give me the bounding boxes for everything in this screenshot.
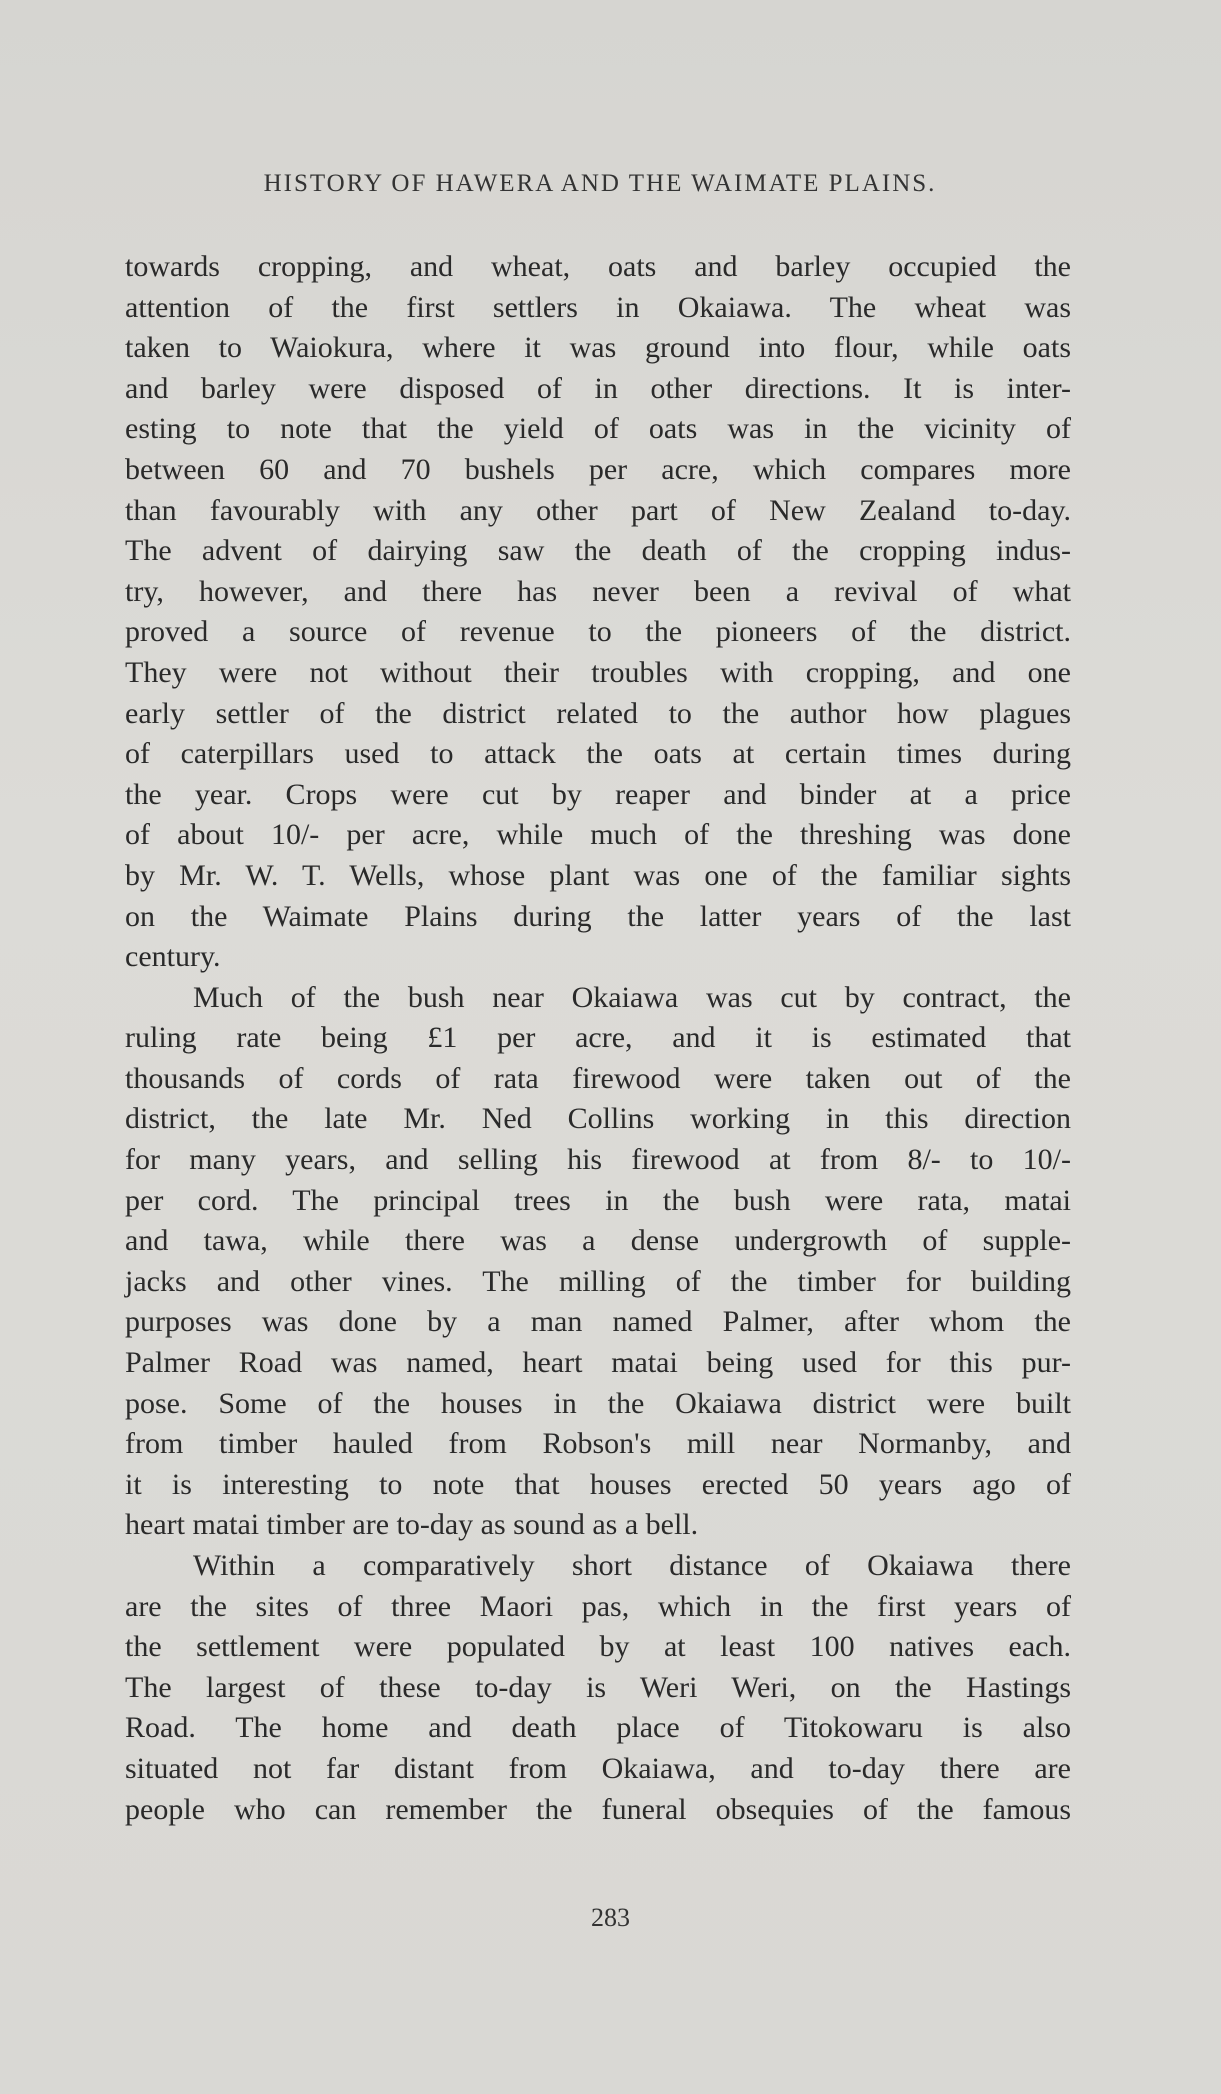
text-line: between 60 and 70 bushels per acre, which compares more xyxy=(125,452,1071,486)
text-line: Road. The home and death place of Titokowaru is also xyxy=(125,1711,1071,1745)
text-line: for many years, and selling his firewood at from 8/- to 10/- xyxy=(125,1143,1071,1177)
text-line: per cord. The principal trees in the bush were rata, matai xyxy=(125,1183,1071,1217)
text-line: jacks and other vines. The milling of the timber for building xyxy=(125,1264,1071,1298)
paragraph xyxy=(125,1546,1071,1830)
body-text xyxy=(125,247,1071,1830)
text-line: century. xyxy=(125,940,221,974)
text-line: are the sites of three Maori pas, which in the first years of xyxy=(125,1589,1071,1623)
text-line: heart matai timber are to-day as sound as a bell. xyxy=(125,1508,699,1542)
text-line: and tawa, while there was a dense undergrowth of supple- xyxy=(125,1224,1071,1258)
text-line: on the Waimate Plains during the latter years of the last xyxy=(125,899,1071,933)
paragraph xyxy=(125,978,1071,1546)
text-line: district, the late Mr. Ned Collins working in this direction xyxy=(125,1102,1071,1136)
text-line: pose. Some of the houses in the Okaiawa district were built xyxy=(125,1386,1071,1420)
text-line: ruling rate being £1 per acre, and it is estimated that xyxy=(125,1021,1071,1055)
text-line: of about 10/- per acre, while much of the threshing was done xyxy=(125,818,1071,852)
text-line: The advent of dairying saw the death of the cropping indus- xyxy=(125,534,1071,568)
text-line: by Mr. W. T. Wells, whose plant was one of the familiar sights xyxy=(125,858,1071,892)
text-line: Within a comparatively short distance of Okaiawa there xyxy=(193,1549,1071,1582)
text-line: and barley were disposed of in other directions. It is inter- xyxy=(125,371,1071,405)
text-line: purposes was done by a man named Palmer, after whom the xyxy=(125,1305,1071,1339)
text-line: from timber hauled from Robson's mill near Normanby, and xyxy=(125,1427,1071,1461)
text-line: The largest of these to-day is Weri Weri, on the Hastings xyxy=(125,1670,1071,1704)
text-line: towards cropping, and wheat, oats and barley occupied the xyxy=(125,250,1071,283)
text-line: of caterpillars used to attack the oats at certain times during xyxy=(125,737,1071,771)
text-line: it is interesting to note that houses erected 50 years ago of xyxy=(125,1467,1071,1501)
text-line: people who can remember the funeral obsequies of the famous xyxy=(125,1792,1071,1826)
text-line: than favourably with any other part of New Zealand to-day. xyxy=(125,493,1071,527)
running-head: HISTORY OF HAWERA AND THE WAIMATE PLAINS. xyxy=(263,170,937,197)
text-line: situated not far distant from Okaiawa, and to-day there are xyxy=(125,1751,1071,1785)
text-line: early settler of the district related to the author how plagues xyxy=(125,696,1071,730)
text-line: try, however, and there has never been a revival of what xyxy=(125,574,1071,608)
text-line: They were not without their troubles with cropping, and one xyxy=(125,655,1071,689)
paragraph xyxy=(125,247,1071,978)
text-line: attention of the first settlers in Okaiawa. The wheat was xyxy=(125,290,1071,324)
text-line: esting to note that the yield of oats was in the vicinity of xyxy=(125,412,1071,446)
text-line: thousands of cords of rata firewood were taken out of the xyxy=(125,1061,1071,1095)
text-line: taken to Waiokura, where it was ground into flour, while oats xyxy=(125,331,1071,365)
text-line: proved a source of revenue to the pioneers of the district. xyxy=(125,615,1071,649)
text-line: Much of the bush near Okaiawa was cut by contract, the xyxy=(193,980,1071,1014)
text-line: the settlement were populated by at least 100 natives each. xyxy=(125,1630,1071,1664)
text-line: Palmer Road was named, heart matai being used for this pur- xyxy=(125,1346,1071,1380)
page-number: 283 xyxy=(591,1903,630,1932)
text-line: the year. Crops were cut by reaper and binder at a price xyxy=(125,777,1071,811)
